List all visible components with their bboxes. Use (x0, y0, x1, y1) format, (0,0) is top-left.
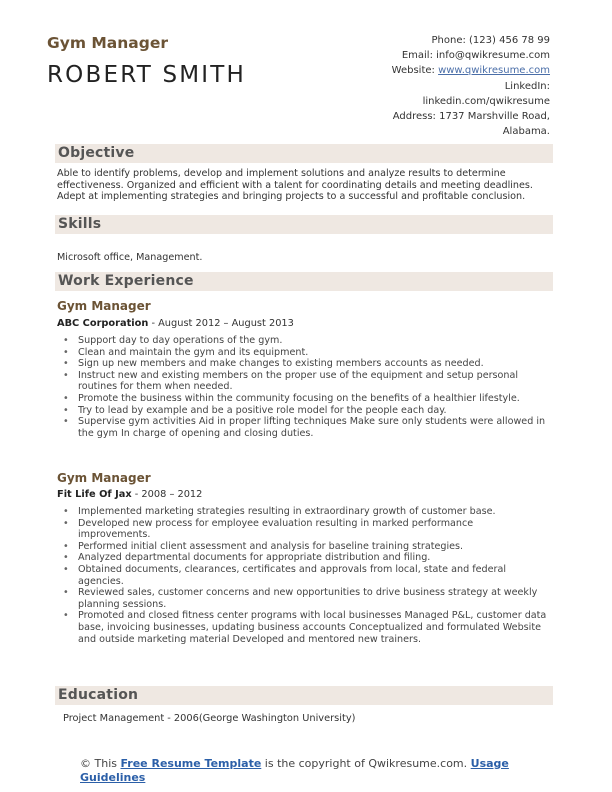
email-line: Email: info@qwikresume.com (401, 50, 550, 62)
education-entry: Project Management - 2006(George Washington University) (63, 713, 356, 724)
copyright-footer (80, 757, 540, 785)
list-item: • Reviewed sales, customer concerns and new opportunities to drive business strategy at weekly planning sessions. (57, 587, 547, 610)
job-2-company-line (57, 489, 202, 500)
job-2-company: Fit Life Of Jax (57, 489, 132, 500)
website-label: Website: (391, 65, 439, 77)
list-item: • Sign up new members and make changes to existing members accounts as needed. (57, 358, 547, 370)
list-item: • Clean and maintain the gym and its equipment. (57, 347, 547, 359)
list-item: • Try to lead by example and be a positive role model for the people each day. (57, 405, 547, 417)
list-item: • Promoted and closed fitness center programs with local businesses Managed P&L, customer data base, invoicing businesses, updating business accounts Conceptualized and formulated Website and outside marketing material Developed and mentored new trainers. (57, 610, 547, 645)
list-item: • Analyzed departmental documents for appropriate distribution and filing. (57, 552, 547, 564)
list-item: • Supervise gym activities Aid in proper lifting techniques Make sure only students were allowed in the gym In charge of opening and closing duties. (57, 416, 547, 439)
job-2-duties (57, 506, 547, 645)
education-title: Education (58, 687, 139, 703)
address-line-2: Alabama. (502, 126, 550, 138)
footer-prefix: © This (80, 757, 121, 770)
list-item: • Obtained documents, clearances, certificates and approvals from local, state and federal agencies. (57, 564, 547, 587)
education-section-header (55, 686, 553, 705)
objective-text: Able to identify problems, develop and implement solutions and analyze results to determine effectiveness. Organized and efficient with a talent for coordinating details and meeting deadlines. Adept at implementing strategies and bringing projects to a successful and profitable conclusion. (57, 168, 533, 203)
job-1-dates: - August 2012 – August 2013 (148, 318, 294, 329)
objective-section-header (55, 144, 553, 163)
linkedin-url: linkedin.com/qwikresume (422, 95, 550, 107)
website-link[interactable]: www.qwikresume.com (438, 65, 550, 77)
work-section-header (55, 272, 553, 291)
list-item: • Implemented marketing strategies resulting in extraordinary growth of customer base. (57, 506, 547, 518)
job-1-company: ABC Corporation (57, 318, 149, 329)
linkedin-label: LinkedIn: (504, 80, 550, 92)
candidate-name: ROBERT SMITH (47, 62, 247, 88)
job-1-title: Gym Manager (57, 299, 151, 313)
skills-text: Microsoft office, Management. (57, 252, 203, 263)
skills-section-header (55, 215, 553, 234)
list-item: • Instruct new and existing members on the proper use of the equipment and setup personal routines for them when needed. (57, 370, 547, 393)
list-item: • Promote the business within the community focusing on the benefits of a healthier lifestyle. (57, 393, 547, 405)
job-title-heading: Gym Manager (47, 34, 169, 52)
job-1-duties (57, 335, 547, 439)
list-item: • Support day to day operations of the gym. (57, 335, 547, 347)
free-resume-template-link[interactable]: Free Resume Template (120, 757, 262, 770)
work-title: Work Experience (58, 273, 194, 289)
address-line-1: Address: 1737 Marshville Road, (392, 111, 550, 123)
website-line (320, 63, 550, 78)
list-item: • Performed initial client assessment and analysis for baseline training strategies. (57, 541, 547, 553)
job-2-dates: - 2008 – 2012 (131, 489, 203, 500)
job-1-company-line (57, 318, 294, 329)
list-item: • Developed new process for employee evaluation resulting in marked performance improvements. (57, 518, 547, 541)
skills-title: Skills (58, 216, 102, 232)
objective-title: Objective (58, 145, 135, 161)
footer-middle: is the copyright of Qwikresume.com. (261, 757, 471, 770)
usage-guidelines-link[interactable]: Usage Guidelines (80, 757, 509, 784)
job-2-title: Gym Manager (57, 471, 151, 485)
phone-line: Phone: (123) 456 78 99 (431, 35, 550, 46)
contact-block (320, 33, 550, 139)
